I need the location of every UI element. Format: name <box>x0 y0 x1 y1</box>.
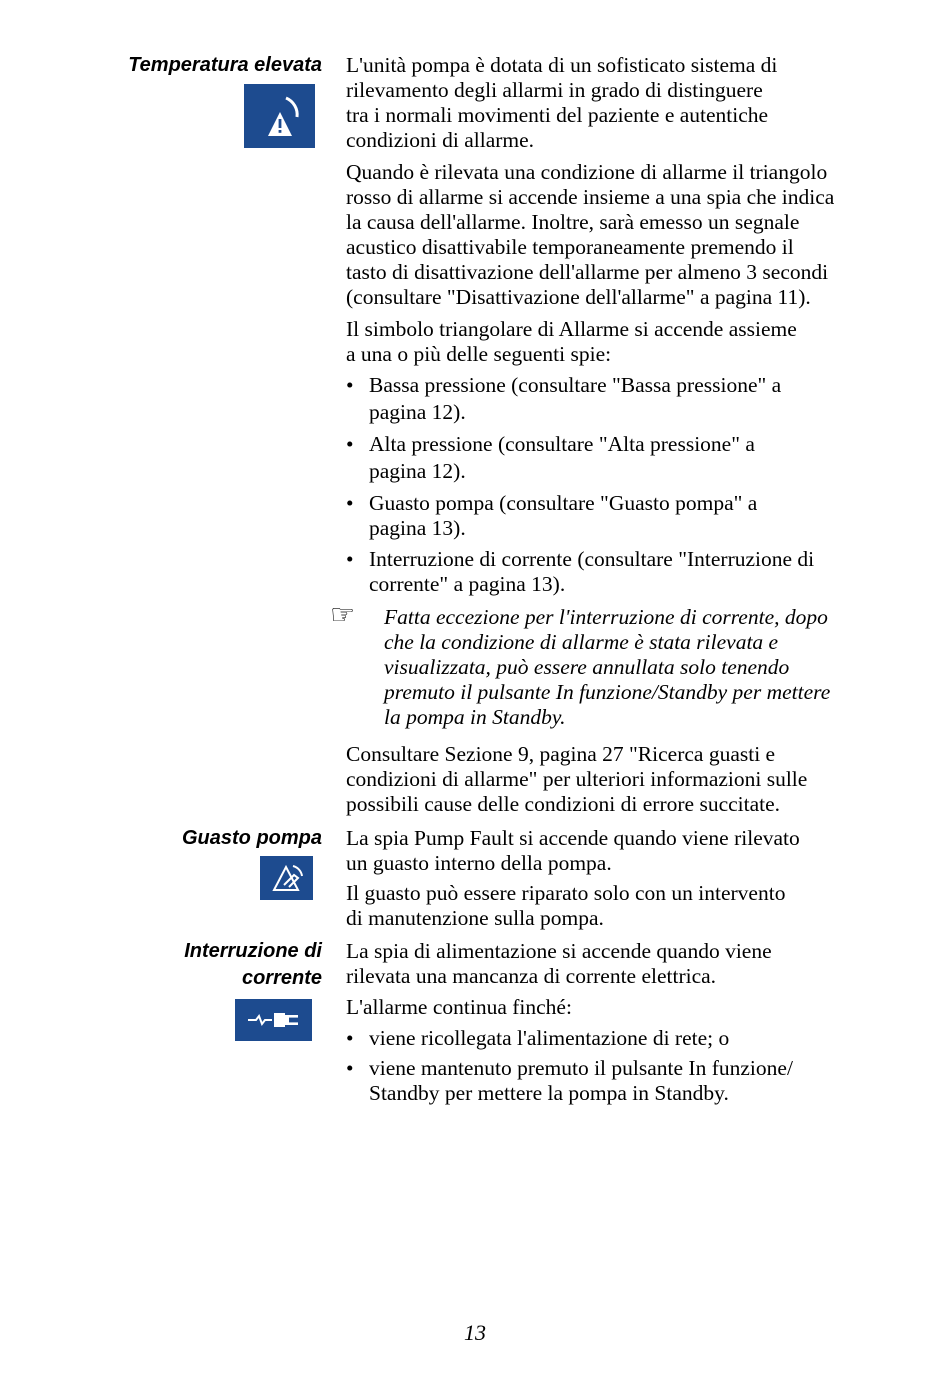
text-line: possibili cause delle condizioni di errore succitate. <box>346 792 781 816</box>
list-item-text <box>369 1026 729 1051</box>
text-line: L'allarme continua finché: <box>346 995 572 1019</box>
text-line: premuto il pulsante In funzione/Standby per mettere <box>384 680 831 704</box>
text-line: un guasto interno della pompa. <box>346 851 612 875</box>
text-line: Quando è rilevata una condizione di allarme il triangolo <box>346 160 828 184</box>
text-line: acustico disattivabile temporaneamente premendo il <box>346 235 794 259</box>
text-line: pagina 12). <box>369 400 466 424</box>
text-line: visualizzata, può essere annullata solo tenendo <box>384 655 790 679</box>
text-line: (consultare "Disattivazione dell'allarme" a pagina 11). <box>346 285 811 309</box>
paragraph-alarm-triangle <box>346 160 906 310</box>
warning-triangle-icon <box>244 84 315 148</box>
text-line: la pompa in Standby. <box>384 705 566 729</box>
heading-guasto-pompa: Guasto pompa <box>181 827 322 849</box>
pump-fault-icon <box>260 856 313 900</box>
text-line: pagina 13). <box>369 516 466 540</box>
bullet-glyph: • <box>346 373 354 397</box>
text-line: viene mantenuto premuto il pulsante In funzione/ <box>369 1056 793 1080</box>
paragraph-alarm-symbol <box>346 317 906 367</box>
text-line: tra i normali movimenti del paziente e autentiche <box>346 103 769 127</box>
paragraph-troubleshooting-reference <box>346 742 906 817</box>
heading-line: Interruzione di <box>184 940 322 962</box>
bullet-glyph: • <box>346 1056 354 1080</box>
pointing-hand-icon: ☞ <box>330 598 356 631</box>
list-item-text <box>369 547 814 597</box>
text-line: corrente" a pagina 13). <box>369 572 566 596</box>
text-line: viene ricollegata l'alimentazione di rete; o <box>369 1026 730 1050</box>
text-line: Standby per mettere la pompa in Standby. <box>369 1081 729 1105</box>
text-line: condizioni di allarme. <box>346 128 535 152</box>
paragraph-pump-fault-light <box>346 826 906 876</box>
text-line: Bassa pressione (consultare "Bassa pressione" a <box>369 373 782 397</box>
paragraph-alarm-continues <box>346 995 906 1020</box>
list-item-text <box>369 491 757 541</box>
text-line: che la condizione di allarme è stata rilevata e <box>384 630 779 654</box>
text-line: condizioni di allarme" per ulteriori informazioni sulle <box>346 767 808 791</box>
page-number: 13 <box>464 1320 486 1345</box>
text-line: a una o più delle seguenti spie: <box>346 342 612 366</box>
text-line: Guasto pompa (consultare "Guasto pompa" a <box>369 491 758 515</box>
text-line: L'unità pompa è dotata di un sofisticato sistema di <box>346 53 778 77</box>
text-line: Fatta eccezione per l'interruzione di corrente, dopo <box>384 605 828 629</box>
bullet-glyph: • <box>346 547 354 571</box>
bullet-glyph: • <box>346 491 354 515</box>
text-line: rosso di allarme si accende insieme a una spia che indica <box>346 185 835 209</box>
text-line: Consultare Sezione 9, pagina 27 "Ricerca guasti e <box>346 742 776 766</box>
bullet-glyph: • <box>346 432 354 456</box>
list-item-text <box>369 373 781 425</box>
note-text <box>384 605 830 730</box>
text-line: Alta pressione (consultare "Alta pressione" a <box>369 432 755 456</box>
text-line: tasto di disattivazione dell'allarme per almeno 3 secondi <box>346 260 829 284</box>
heading-interruzione-corrente <box>184 938 322 992</box>
text-line: Interruzione di corrente (consultare "Interruzione di <box>369 547 815 571</box>
text-line: rilevamento degli allarmi in grado di distinguere <box>346 78 763 102</box>
text-line: Il simbolo triangolare di Allarme si accende assieme <box>346 317 797 341</box>
text-line: la causa dell'allarme. Inoltre, sarà emesso un segnale <box>346 210 800 234</box>
paragraph-pump-fault-repair <box>346 881 906 931</box>
paragraph-power-light <box>346 939 906 989</box>
paragraph-alarm-system <box>346 53 906 153</box>
text-line: Il guasto può essere riparato solo con un intervento <box>346 881 786 905</box>
text-line: di manutenzione sulla pompa. <box>346 906 604 930</box>
bullet-glyph: • <box>346 1026 354 1050</box>
heading-line: corrente <box>241 967 322 989</box>
text-line: pagina 12). <box>369 459 466 483</box>
heading-temperatura-elevata: Temperatura elevata <box>128 54 322 76</box>
list-item-text <box>369 1056 793 1106</box>
text-line: La spia Pump Fault si accende quando viene rilevato <box>346 826 800 850</box>
list-item-text <box>369 432 755 484</box>
power-plug-icon <box>235 999 312 1041</box>
text-line: rilevata una mancanza di corrente elettrica. <box>346 964 717 988</box>
text-line: La spia di alimentazione si accende quando viene <box>346 939 772 963</box>
